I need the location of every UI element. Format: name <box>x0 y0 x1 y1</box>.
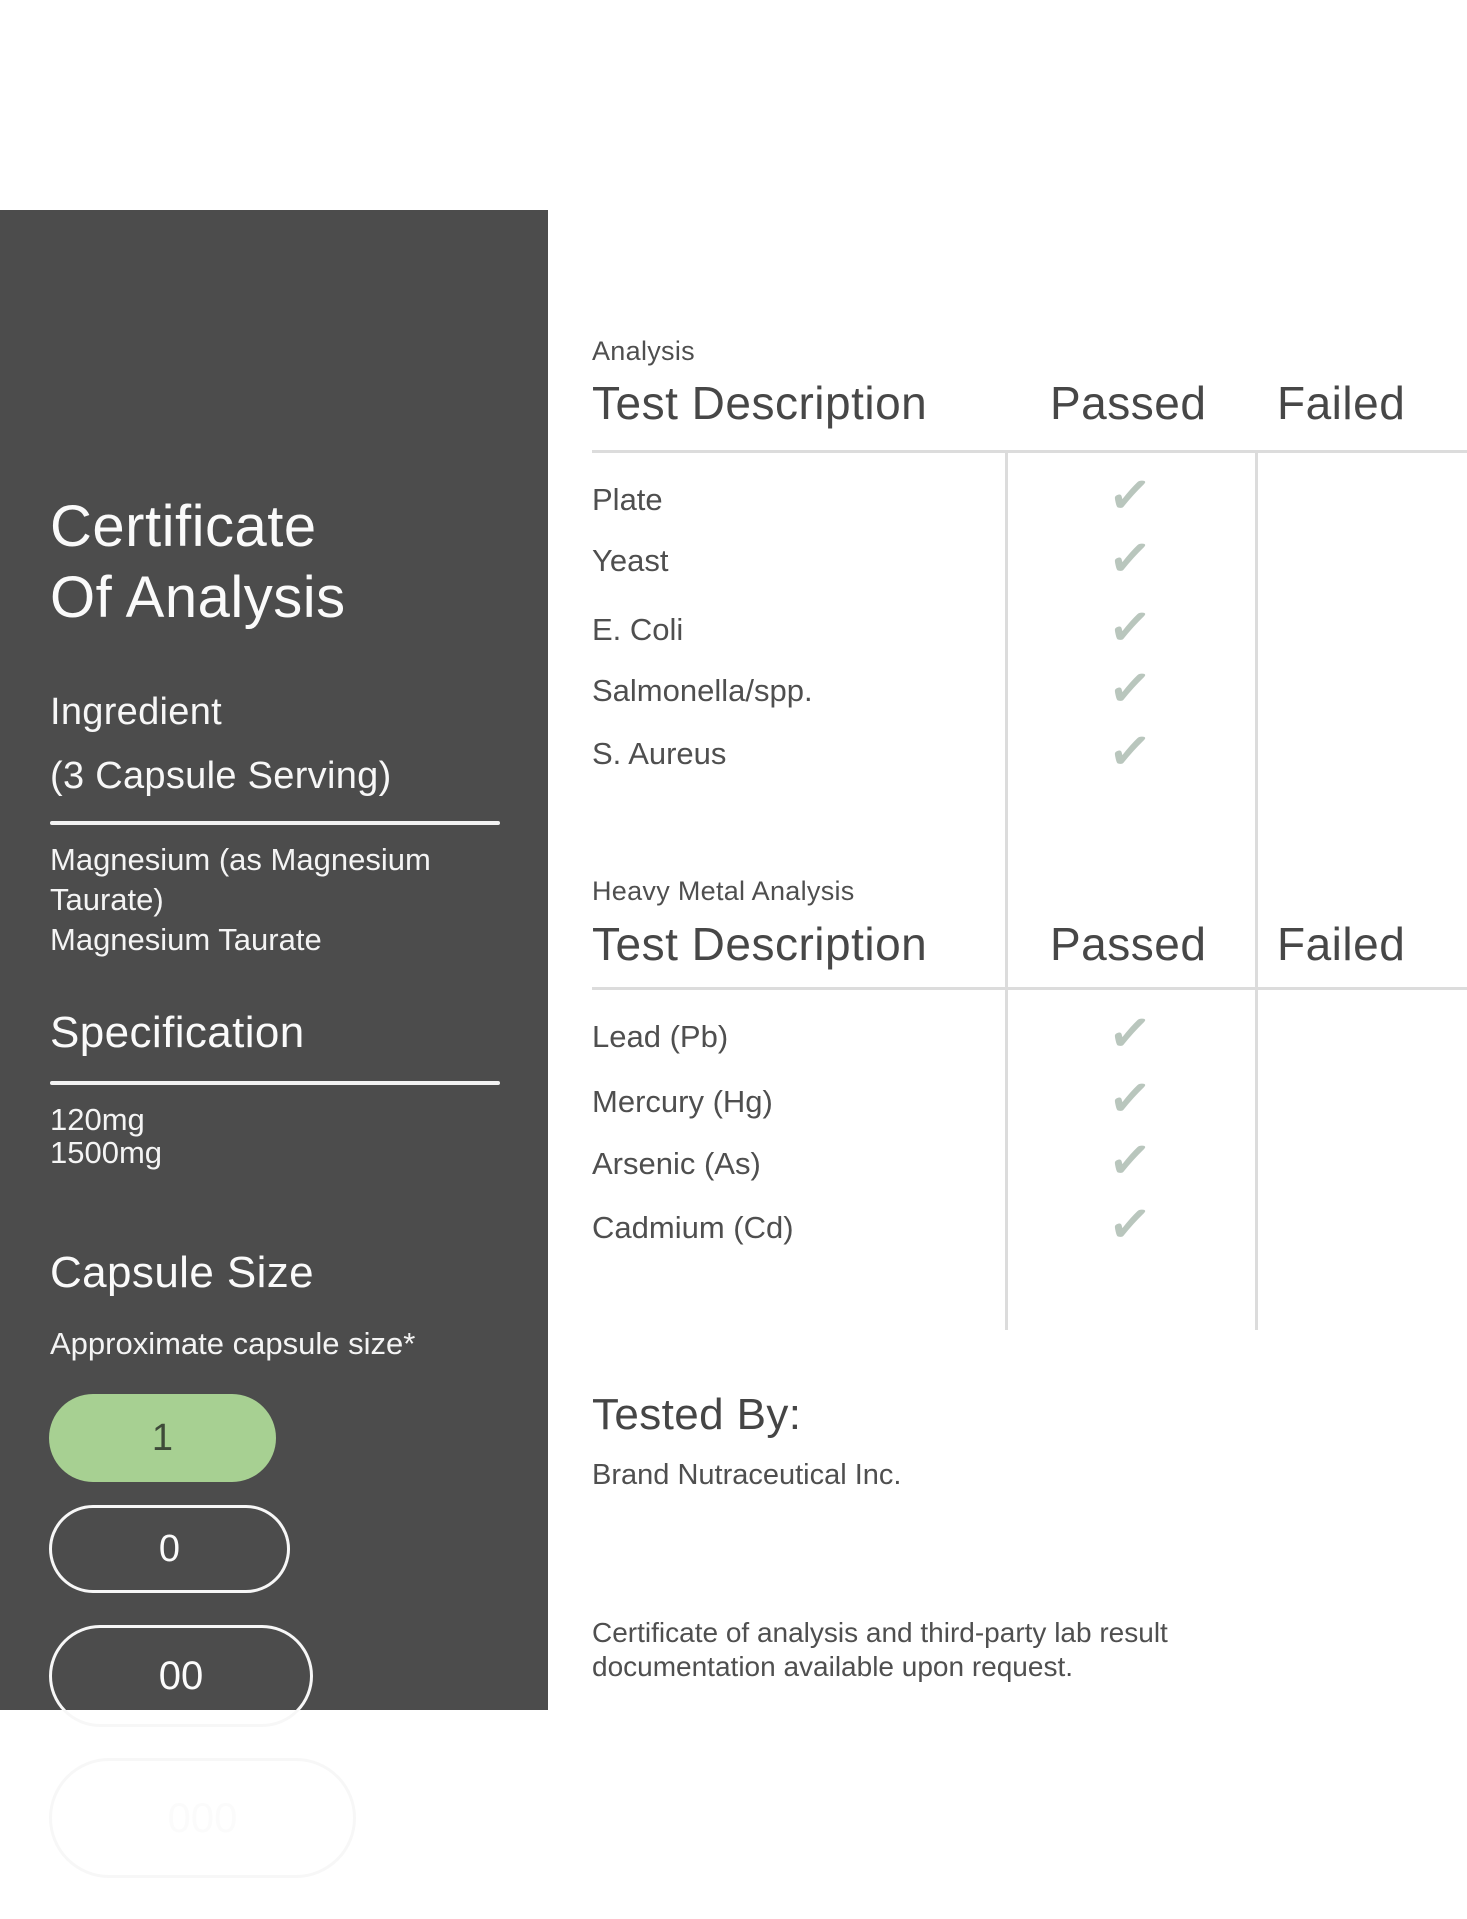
tested-by-company: Brand Nutraceutical Inc. <box>592 1459 902 1491</box>
table-row-label: Plate <box>592 482 663 517</box>
check-icon: ✓ <box>1105 527 1155 591</box>
capsule-size-option-label: 1 <box>151 1416 174 1459</box>
capsule-size-option-0 <box>49 1505 290 1593</box>
heavy-metal-col-passed: Passed <box>1050 918 1207 970</box>
capsule-size-heading: Capsule Size <box>50 1248 315 1297</box>
specification-values <box>50 1103 162 1169</box>
capsule-size-option-00 <box>49 1625 313 1727</box>
check-icon: ✓ <box>1105 596 1155 660</box>
check-icon: ✓ <box>1105 1193 1155 1257</box>
analysis-col-passed: Passed <box>1050 377 1207 429</box>
table-row-label: S. Aureus <box>592 736 727 771</box>
check-icon: ✓ <box>1105 1129 1155 1193</box>
page-title-line2: Of Analysis <box>50 565 346 630</box>
ingredient-heading-line2: (3 Capsule Serving) <box>50 755 392 797</box>
table-row-label: Mercury (Hg) <box>592 1084 773 1119</box>
ingredient-item: Magnesium (as Magnesium Taurate) <box>50 842 431 917</box>
analysis-header-divider <box>592 450 1467 453</box>
heavy-metal-section-label: Heavy Metal Analysis <box>592 876 855 906</box>
tested-by-heading: Tested By: <box>592 1390 802 1439</box>
page-title-line1: Certificate <box>50 494 317 559</box>
check-icon: ✓ <box>1105 1067 1155 1131</box>
ingredient-item: Magnesium Taurate <box>50 922 322 957</box>
table-row-label: Salmonella/spp. <box>592 673 813 708</box>
capsule-size-option-label: 00 <box>158 1653 204 1698</box>
ingredient-divider <box>50 821 500 825</box>
table-row-label: Cadmium (Cd) <box>592 1210 794 1245</box>
specification-value: 1500mg <box>50 1135 163 1170</box>
capsule-size-subheading: Approximate capsule size* <box>50 1326 416 1361</box>
table-row-label: Lead (Pb) <box>592 1019 729 1054</box>
ingredient-heading-line1: Ingredient <box>50 691 223 733</box>
check-icon: ✓ <box>1105 720 1155 784</box>
check-icon: ✓ <box>1105 657 1155 721</box>
specification-heading: Specification <box>50 1008 305 1057</box>
capsule-size-option-label: 0 <box>158 1527 181 1570</box>
table-row-label: Yeast <box>592 543 669 578</box>
specification-divider <box>50 1081 500 1085</box>
check-icon: ✓ <box>1105 464 1155 528</box>
analysis-col-failed: Failed <box>1277 377 1406 429</box>
ingredient-heading <box>50 680 392 808</box>
capsule-size-option-label: 000 <box>167 1794 238 1841</box>
heavy-metal-header-divider <box>592 987 1467 990</box>
check-icon: ✓ <box>1105 1002 1155 1066</box>
heavy-metal-col-test-description: Test Description <box>592 918 928 970</box>
footnote: Certificate of analysis and third-party lab result documentation available upon request. <box>592 1617 1168 1682</box>
analysis-col-test-description: Test Description <box>592 377 928 429</box>
table-row-label: Arsenic (As) <box>592 1146 761 1181</box>
capsule-size-option-1-selected <box>49 1394 276 1482</box>
table-row-label: E. Coli <box>592 612 684 647</box>
page-title <box>50 491 346 633</box>
heavy-metal-col-failed: Failed <box>1277 918 1406 970</box>
capsule-size-option-000 <box>49 1758 356 1878</box>
analysis-section-label: Analysis <box>592 336 695 366</box>
column-divider-failed <box>1255 453 1258 1330</box>
left-info-panel <box>0 210 548 1841</box>
specification-value: 120mg <box>50 1102 145 1137</box>
column-divider-passed <box>1005 453 1008 1330</box>
